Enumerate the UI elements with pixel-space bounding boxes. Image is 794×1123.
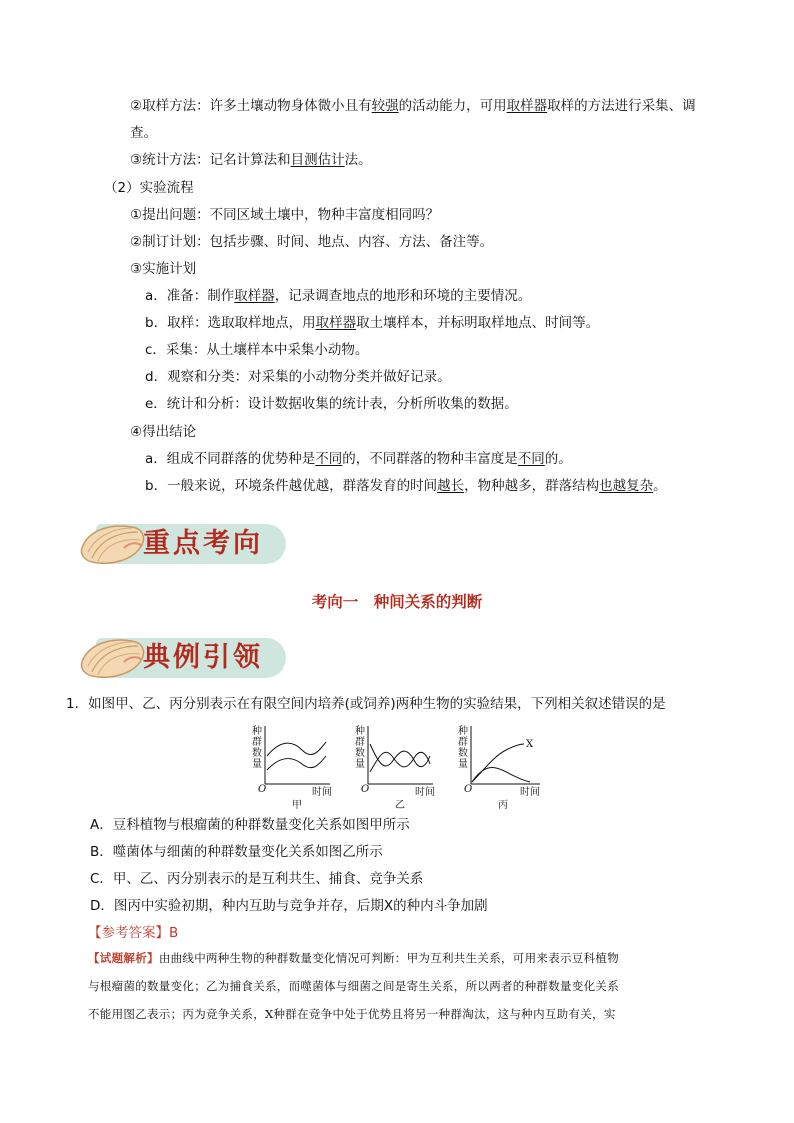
text: b．一般来说，环境条件越优越，群落发育的时间 (145, 478, 438, 494)
explain-label: 【试题解析】 (88, 951, 159, 965)
section-title: 考向一 种间关系的判断 (311, 592, 483, 611)
text: 的，不同群落的物种丰富度是 (342, 451, 518, 467)
explanation-line-3: 不能用图乙表示；丙为竞争关系，X种群在竞争中处于优势且将另一种群淘汰，这与种内互助有关，实 (88, 1007, 616, 1021)
graph-jia (252, 724, 332, 811)
ylabel-char: 种 (458, 726, 468, 737)
ylabel-char: 量 (355, 759, 365, 770)
flow-heading: （2）实验流程 (104, 180, 194, 196)
underlined-answer: 取样器 (315, 315, 357, 331)
series-curve (370, 752, 430, 772)
text: ，记录调查地点的地形和环境的主要情况。 (274, 288, 532, 304)
text: 由曲线中两种生物的种群数量变化情况可判断：甲为互利共生关系，可用来表示豆科植物 (158, 951, 620, 965)
conclusion-b (145, 476, 667, 496)
xlabel: 时间 (312, 787, 332, 798)
panel-label: 丙 (498, 800, 508, 811)
question-stem: 1．如图甲、乙、丙分别表示在有限空间内培养(或饲养)两种生物的实验结果，下列相关叙述错误的是 (66, 696, 666, 712)
series-curve-x (472, 744, 524, 782)
flow-step3-e: e．统计和分析：设计数据收集的统计表，分析所收集的数据。 (145, 396, 518, 412)
flow-step3-d: d．观察和分类：对采集的小动物分类并做好记录。 (145, 369, 451, 385)
flow-step3-c: c．采集：从土壤样本中采集小动物。 (145, 342, 369, 358)
text: a．准备：制作 (145, 288, 235, 304)
explanation-line-1 (88, 945, 724, 972)
text: b．取样：选取取样地点，用 (145, 315, 316, 331)
text: ，物种越多，群落结构 (464, 478, 600, 494)
population-graphs-figure (0, 722, 794, 812)
flow-step2: ②制订计划：包括步骤、时间、地点、内容、方法、备注等。 (130, 234, 494, 250)
origin-label: O (258, 784, 267, 795)
option-d: D．图丙中实验初期，种内互助与竞争并存，后期X的种内斗争加剧 (90, 898, 488, 914)
explanation-line-2: 与根瘤菌的数量变化；乙为捕食关系，而噬菌体与细菌之间是寄生关系，所以两者的种群数量变化关系 (88, 979, 619, 993)
banner-title: 重点考向 (143, 528, 263, 559)
underlined-answer: 不同 (315, 451, 343, 467)
underlined-answer: 越长 (437, 478, 465, 494)
ylabel-char: 群 (458, 737, 468, 748)
flow-step3-b (145, 313, 599, 333)
text: 的活动能力，可用 (398, 98, 507, 114)
flow-step3-a (145, 286, 531, 306)
answer-label: 【参考答案】 (88, 925, 169, 941)
graph-bing (458, 724, 540, 811)
underlined-answer: 取样器 (506, 98, 548, 114)
panel-label: 乙 (395, 800, 405, 811)
method-sampling-line (130, 96, 696, 116)
text: ③统计方法：记名计算法和 (130, 152, 291, 168)
series-label-x: X (526, 739, 534, 750)
series-curve (267, 742, 326, 756)
ylabel-char: 数 (458, 748, 468, 759)
answer-value: B (169, 925, 179, 941)
ylabel-char: 量 (458, 759, 468, 770)
underlined-answer: 目测估计 (290, 152, 345, 168)
conch-shell-icon (78, 518, 150, 570)
flow-step4: ④得出结论 (130, 424, 197, 440)
text: 法。 (344, 152, 372, 168)
origin-label: O (464, 784, 473, 795)
ylabel-char: 种 (355, 726, 365, 737)
flow-step1: ①提出问题：不同区域土壤中，物种丰富度相同吗？ (130, 207, 440, 223)
ylabel-char: 群 (252, 737, 262, 748)
xlabel: 时间 (520, 787, 540, 798)
conclusion-a (145, 449, 572, 469)
ylabel-char: 种 (252, 726, 262, 737)
text: 查。 (130, 125, 157, 141)
underlined-answer: 较强 (371, 98, 399, 114)
flow-step3: ③实施计划 (130, 261, 197, 277)
underlined-answer: 取样器 (234, 288, 275, 304)
origin-label: O (361, 784, 370, 795)
text: a．组成不同群落的优势种是 (145, 451, 316, 467)
xlabel: 时间 (415, 787, 435, 798)
method-sampling-line-cont (130, 123, 157, 143)
series-curve (472, 768, 530, 782)
text: 。 (653, 478, 667, 494)
ylabel-char: 数 (252, 748, 262, 759)
panel-label: 甲 (292, 800, 302, 811)
underlined-answer: 也越复杂 (599, 478, 654, 494)
examples-banner (78, 632, 288, 684)
reference-answer (88, 923, 178, 943)
option-a: A．豆科植物与根瘤菌的种群数量变化关系如图甲所示 (90, 817, 410, 833)
banner-title: 典例引领 (143, 642, 263, 673)
text: ②取样方法：许多土壤动物身体微小且有 (130, 98, 372, 114)
option-b: B．噬菌体与细菌的种群数量变化关系如图乙所示 (90, 844, 383, 860)
text: 取土壤样本，并标明取样地点、时间等。 (356, 315, 600, 331)
text: 的。 (544, 451, 572, 467)
method-statistics-line (130, 150, 372, 170)
ylabel-char: 数 (355, 748, 365, 759)
series-curve (370, 744, 430, 767)
series-curve (267, 756, 326, 770)
key-points-banner (78, 518, 288, 570)
option-c: C．甲、乙、丙分别表示的是互利共生、捕食、竞争关系 (90, 871, 424, 887)
underlined-answer: 不同 (517, 451, 545, 467)
text: 取样的方法进行采集、调 (547, 98, 696, 114)
graph-yi (355, 724, 435, 811)
ylabel-char: 量 (252, 759, 262, 770)
conch-shell-icon (78, 632, 150, 684)
ylabel-char: 群 (355, 737, 365, 748)
